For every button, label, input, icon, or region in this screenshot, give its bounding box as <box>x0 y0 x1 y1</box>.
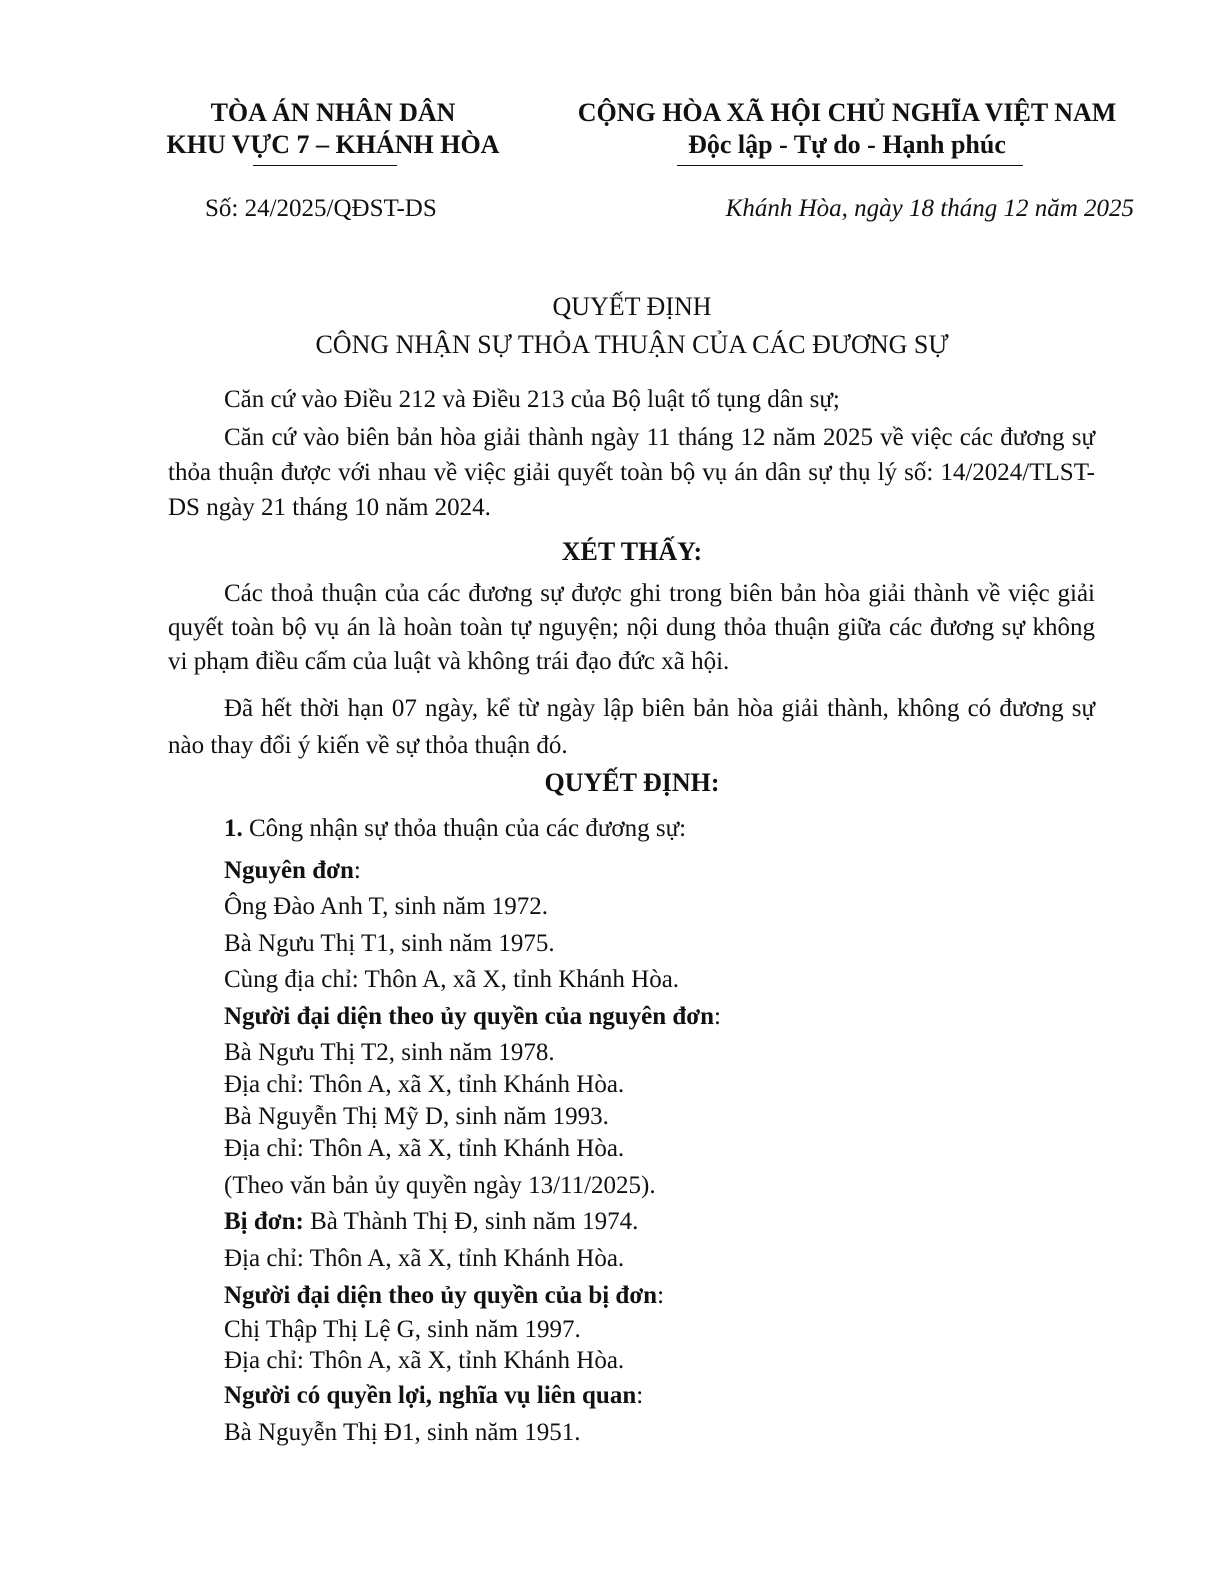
defendant-address: Địa chỉ: Thôn A, xã X, tỉnh Khánh Hòa. <box>224 1245 625 1272</box>
nation-motto: Độc lập - Tự do - Hạnh phúc <box>688 130 1006 159</box>
plaintiff-rep-2-address: Địa chỉ: Thôn A, xã X, tỉnh Khánh Hòa. <box>224 1135 625 1162</box>
plaintiff-label: Nguyên đơn <box>224 857 354 884</box>
defendant-text: Bà Thành Thị Đ, sinh năm 1974. <box>303 1208 639 1235</box>
court-name <box>150 97 516 161</box>
related-party-heading: Người có quyền lợi, nghĩa vụ liên quan: <box>224 1382 644 1409</box>
plaintiff-1: Ông Đào Anh T, sinh năm 1972. <box>224 893 549 920</box>
defendant-rep-1-address: Địa chỉ: Thôn A, xã X, tỉnh Khánh Hòa. <box>224 1347 625 1374</box>
defendant-label: Bị đơn: <box>224 1208 304 1235</box>
findings-paragraph-1: Các thoả thuận của các đương sự được ghi trong biên bản hòa giải thành về việc giải quyết toàn bộ vụ án là hoàn toàn tự nguyện; nội dung thỏa thuận giữa các đương sự không vi phạm điều cấm của luật và không trái đạo đức xã hội. <box>168 580 1095 675</box>
decision-item-1-number: 1. <box>224 815 243 842</box>
plaintiff-rep-2: Bà Nguyễn Thị Mỹ D, sinh năm 1993. <box>224 1103 609 1130</box>
plaintiff-rep-1: Bà Ngưu Thị T2, sinh năm 1978. <box>224 1039 555 1066</box>
decision-item-1 <box>224 813 686 845</box>
plaintiff-heading: Nguyên đơn: <box>224 857 361 884</box>
plaintiff-rep-label: Người đại diện theo ủy quyền của nguyên đơn <box>224 1003 715 1030</box>
plaintiff-rep-heading: Người đại diện theo ủy quyền của nguyên đơn: <box>224 1003 721 1030</box>
plaintiff-2: Bà Ngưu Thị T1, sinh năm 1975. <box>224 930 555 957</box>
nation-header <box>552 97 1142 161</box>
document-title: QUYẾT ĐỊNH <box>552 292 712 321</box>
court-underline <box>253 165 397 166</box>
nation-line-1: CỘNG HÒA XÃ HỘI CHỦ NGHĨA VIỆT NAM <box>577 98 1117 127</box>
court-line-1: TÒA ÁN NHÂN DÂN <box>210 98 456 127</box>
decision-heading: QUYẾT ĐỊNH: <box>544 768 720 797</box>
plaintiff-rep-1-address: Địa chỉ: Thôn A, xã X, tỉnh Khánh Hòa. <box>224 1071 625 1098</box>
plaintiff-address: Cùng địa chỉ: Thôn A, xã X, tỉnh Khánh Hòa. <box>224 966 680 993</box>
basis-paragraph-1: Căn cứ vào Điều 212 và Điều 213 của Bộ luật tố tụng dân sự; <box>224 386 840 413</box>
findings-heading: XÉT THẤY: <box>561 537 703 566</box>
findings-paragraph-2: Đã hết thời hạn 07 ngày, kể từ ngày lập biên bản hòa giải thành, không có đương sự nào thay đổi ý kiến về sự thỏa thuận đó. <box>168 695 1095 759</box>
defendant-line <box>224 1206 638 1238</box>
related-party-label: Người có quyền lợi, nghĩa vụ liên quan <box>224 1382 637 1409</box>
defendant-rep-heading: Người đại diện theo ủy quyền của bị đơn: <box>224 1282 665 1309</box>
decision-item-1-text: Công nhận sự thỏa thuận của các đương sự: <box>242 815 687 842</box>
defendant-rep-label: Người đại diện theo ủy quyền của bị đơn <box>224 1282 658 1309</box>
place-date: Khánh Hòa, ngày 18 tháng 12 năm 2025 <box>725 195 1134 222</box>
plaintiff-rep-note: (Theo văn bản ủy quyền ngày 13/11/2025). <box>224 1172 656 1199</box>
document-number: Số: 24/2025/QĐST-DS <box>205 195 437 222</box>
defendant-rep-1: Chị Thập Thị Lệ G, sinh năm 1997. <box>224 1316 581 1343</box>
related-party-1: Bà Nguyễn Thị Đ1, sinh năm 1951. <box>224 1419 581 1446</box>
basis-paragraph-2: Căn cứ vào biên bản hòa giải thành ngày 11 tháng 12 năm 2025 về việc các đương sự thỏa thuận được với nhau về việc giải quyết toàn bộ vụ án dân sự thụ lý số: 14/2024/TLST-DS ngày 21 tháng 10 năm 2024. <box>168 424 1095 521</box>
motto-underline <box>677 165 1023 166</box>
court-line-2: KHU VỰC 7 – KHÁNH HÒA <box>166 130 500 159</box>
document-subtitle: CÔNG NHẬN SỰ THỎA THUẬN CỦA CÁC ĐƯƠNG SỰ <box>315 330 949 359</box>
